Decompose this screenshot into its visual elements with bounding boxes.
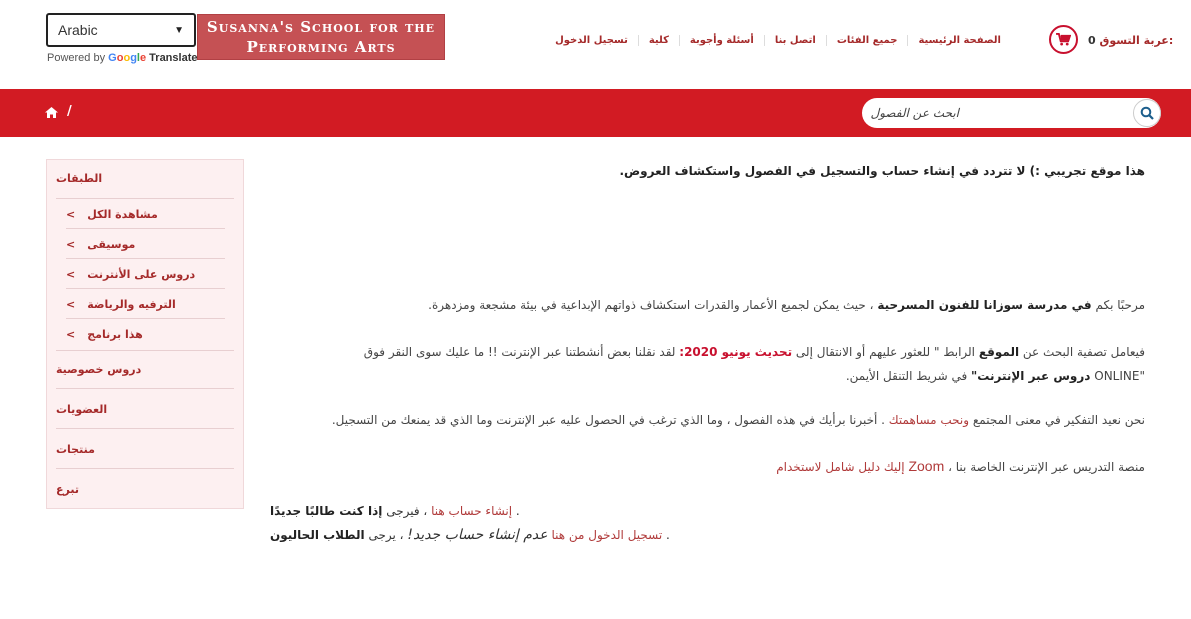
sidebar-subitem-label: دروس على الأنترنت (87, 268, 196, 281)
search-input[interactable]: ابحث عن الفصول (870, 106, 959, 120)
sidebar-subitem-label: موسيقى (87, 238, 136, 251)
online-classes-text: دروس عبر الإنترنت" (971, 369, 1091, 383)
sidebar-item-private-lessons[interactable]: دروس خصوصية (56, 363, 142, 376)
divider (66, 258, 225, 259)
nav-contact[interactable]: اتصل بنا (764, 35, 826, 46)
current-students-label: الطلاب الحاليون (270, 528, 365, 542)
platform-text: منصة التدريس عبر الإنترنت الخاصة بنا ، (948, 460, 1145, 474)
nav-login[interactable]: تسجيل الدخول (555, 34, 628, 46)
chevron-left-icon: < (66, 328, 76, 341)
sidebar-subitem-music[interactable] (66, 238, 224, 251)
shopping-cart-icon (1056, 33, 1071, 46)
community-paragraph (310, 408, 1145, 432)
language-select-value: Arabic (58, 22, 98, 38)
demo-notice: هذا موقع تجريبي :) لا تتردد في إنشاء حساب والتسجيل في الفصول واستكشاف العروض. (619, 164, 1145, 178)
divider (56, 350, 234, 351)
school-logo[interactable] (197, 14, 445, 60)
sidebar-subitem-label: هذا برنامج (87, 328, 143, 341)
search-icon (1140, 106, 1154, 120)
google-logo[interactable]: Google (108, 52, 147, 64)
divider (56, 468, 234, 469)
divider (66, 228, 225, 229)
nav-all-categories[interactable]: جميع الفئات (826, 35, 908, 46)
update-text-2: الرابط " للعثور عليهم أو الانتقال إلى (795, 345, 976, 359)
sidebar-subitem-online[interactable] (66, 268, 224, 281)
translate-link[interactable]: Translate (149, 52, 198, 64)
nav-faculty[interactable]: كلية (638, 35, 679, 46)
chevron-left-icon: < (66, 208, 76, 221)
update-text: لقد نقلنا بعض أنشطتنا عبر الإنترنت !! ما عليك سوى النقر فوق "ONLINE (363, 345, 1145, 383)
nav-faq[interactable]: أسئلة وأجوبة (679, 35, 764, 46)
welcome-text-end: ، حيث يمكن لجميع الأعمار والقدرات استكشاف ذواتهم الإبداعية في بيئة مشجعة ومزدهرة. (428, 298, 874, 312)
create-account-link[interactable]: إنشاء حساب هنا (431, 504, 513, 518)
current-student-mid: ، يرجى (368, 528, 404, 542)
cart-summary[interactable] (1088, 34, 1173, 47)
sidebar-subitem-recreation[interactable] (66, 298, 224, 311)
sidebar-subitem-program[interactable] (66, 328, 224, 341)
chevron-down-icon: ▼ (174, 24, 184, 36)
update-paragraph (310, 340, 1145, 388)
divider (56, 428, 234, 429)
cart-button[interactable] (1049, 25, 1078, 54)
sidebar-subitem-view-all[interactable] (66, 208, 224, 221)
login-here-link[interactable]: تسجيل الدخول من هنا (551, 528, 663, 542)
no-new-account-text: عدم إنشاء حساب جديد! (407, 527, 548, 543)
welcome-paragraph (270, 298, 1145, 312)
breadcrumb-separator: / (67, 104, 72, 119)
top-navigation (555, 33, 1011, 47)
sidebar-subitem-label: مشاهدة الكل (87, 208, 158, 221)
sidebar-item-products[interactable]: منتجات (56, 443, 95, 456)
chevron-left-icon: < (66, 268, 76, 281)
nav-home[interactable]: الصفحة الرئيسية (907, 35, 1011, 46)
cart-count: 0 (1088, 34, 1096, 47)
zoom-link[interactable]: Zoom (908, 458, 945, 474)
powered-by-label: Powered by (47, 52, 106, 64)
update-filter-text: فيعامل تصفية البحث عن (1022, 345, 1145, 359)
new-student-mid: ، فيرجى (386, 504, 428, 518)
new-student-label: إذا كنت طالبًا جديدًا (270, 504, 383, 518)
nav-bar-text: في شريط التنقل الأيمن. (845, 369, 968, 383)
sidebar-item-classes[interactable]: الطبقات (56, 172, 103, 185)
language-select[interactable] (46, 13, 196, 47)
divider (56, 388, 234, 389)
contribution-link[interactable]: ونحب مساهمتك (888, 413, 970, 427)
home-icon[interactable] (45, 107, 58, 118)
rethink-text-2: . أخبرنا برأيك في هذه الفصول ، وما الذي ترغب في الحصول عليه عبر الإنترنت وما الذي قد يمنعك من التسجيل. (331, 413, 885, 427)
chevron-left-icon: < (66, 298, 76, 311)
logo-line2: Performing Arts (246, 38, 396, 56)
divider (56, 198, 234, 199)
sidebar-item-memberships[interactable]: العضويات (56, 403, 108, 416)
divider (66, 288, 225, 289)
search-box[interactable] (862, 98, 1161, 128)
divider (66, 318, 225, 319)
school-name: في مدرسة سوزانا للفنون المسرحية (877, 298, 1092, 312)
powered-by-google (47, 52, 197, 64)
sidebar-item-donate[interactable]: تبرع (56, 483, 79, 496)
rethink-text: نحن نعيد التفكير في معنى المجتمع (972, 413, 1145, 427)
new-student-note: إنشاء حساب هنا ، فيرجى إذا كنت طالبًا جديدًا . (270, 504, 520, 518)
update-label: تحديث يونيو 2020: (679, 345, 793, 359)
search-button[interactable] (1133, 99, 1161, 127)
zoom-guide-link[interactable]: إليك دليل شامل لاستخدام (776, 460, 905, 474)
current-student-note: تسجيل الدخول من هنا عدم إنشاء حساب جديد! ، يرجى الطلاب الحاليون . (270, 527, 670, 543)
category-sidebar (46, 159, 244, 509)
cart-label: عربة التسوق: (1099, 34, 1174, 47)
welcome-text: مرحبًا بكم (1095, 298, 1145, 312)
zoom-paragraph (310, 454, 1145, 479)
logo-line1: Susanna's School for the (206, 18, 436, 36)
sidebar-subitem-label: الترفيه والرياضة (87, 298, 176, 311)
update-site-text: الموقع (978, 345, 1020, 359)
chevron-left-icon: < (66, 238, 76, 251)
